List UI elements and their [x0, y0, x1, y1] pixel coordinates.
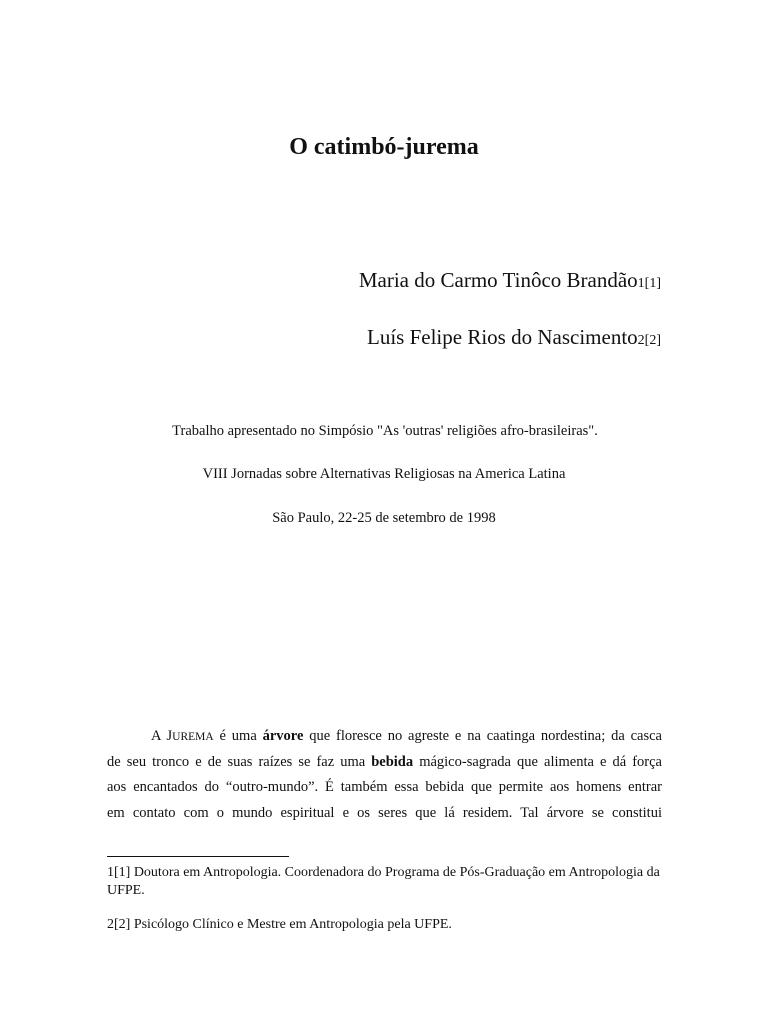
body-line-1: A JUREMA é uma árvore que floresce no agreste e na caatinga nordestina; da casca [151, 728, 662, 744]
author-1 [359, 268, 661, 293]
author-2-name: Luís Felipe Rios do Nascimento [367, 325, 638, 349]
body-line-2: de seu tronco e de suas raízes se faz uma bebida mágico-sagrada que alimenta e dá força [107, 753, 662, 770]
footnote-1: 1[1] Doutora em Antropologia. Coordenadora do Programa de Pós-Graduação em Antropologia da UFPE. [107, 865, 660, 898]
footnote-2: 2[2] Psicólogo Clínico e Mestre em Antropologia pela UFPE. [107, 917, 452, 932]
presentation-note: Trabalho apresentado no Simpósio "As 'outras' religiões afro-brasileiras". [172, 423, 598, 439]
conference-name: VIII Jornadas sobre Alternativas Religiosas na America Latina [202, 466, 566, 482]
conference-date: São Paulo, 22-25 de setembro de 1998 [272, 510, 496, 526]
emphasis-arvore: árvore [262, 728, 304, 744]
body-line-3: aos encantados do “outro-mundo”. É também essa bebida que permite aos homens entrar [107, 779, 662, 795]
author-2-footnote-ref[interactable]: 2[2] [637, 333, 661, 348]
author-1-name: Maria do Carmo Tinôco Brandão [358, 268, 638, 292]
body-paragraph [107, 724, 662, 826]
author-2 [367, 325, 661, 350]
emphasis-bebida: bebida [371, 753, 414, 770]
author-1-footnote-ref[interactable]: 1[1] [637, 276, 661, 291]
footnote-separator [107, 856, 289, 857]
body-line-4: em contato com o mundo espiritual e os seres que lá residem. Tal árvore se constitui [107, 804, 662, 821]
page-title: O catimbó-jurema [289, 134, 479, 160]
